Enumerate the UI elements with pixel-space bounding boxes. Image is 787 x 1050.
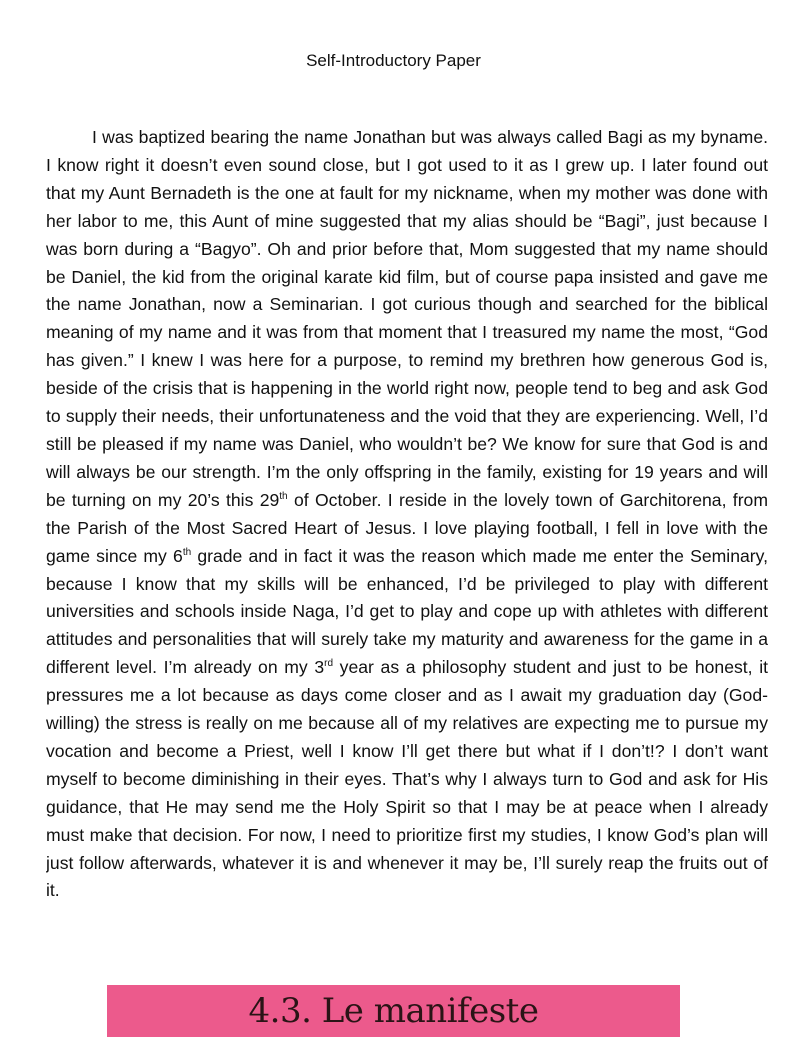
section-banner-label: 4.3. Le manifeste <box>248 991 539 1031</box>
superscript-ordinal-3rd: rd <box>324 658 334 670</box>
document-paragraph <box>46 124 768 986</box>
paragraph-text-part-1: I was baptized bearing the name Jonathan but was always called Bagi as my byname. I know right it doesn’t even sound close, but I got used to it as I grew up. I later found out that my Aunt Bernadeth is the one at fault for my nickname, when my mother was done with her labor to me, this Aunt of mine suggested that my alias should be “Bagi”, just because I was born during a “Bagyo”. Oh and prior before that, Mom suggested that my name should be Daniel, the kid from the original karate kid film, but of course papa insisted and gave me the name Jonathan, now a Seminarian. I got curious though and searched for the biblical meaning of my name and it was from that moment that I treasured my name the most, “God has given.” I knew I was here for a purpose, to remind my brethren how generous God is, beside of the crisis that is happening in the world right now, people tend to beg and ask God to supply their needs, their unfortunateness and the void that they are experiencing. Well, I’d still be pleased if my name was Daniel, who wouldn’t be? We know for sure that God is and will always be our strength. I’m the only offspring in the family, existing for 19 years and will be turning on my 20’s this 29 <box>46 127 768 510</box>
paragraph-text-part-2: of October. I reside in the lovely town of Garchitorena, from the Parish of the Most Sacred Heart of Jesus. I love playing football, I fell in love with the game since my 6 <box>46 489 768 566</box>
superscript-ordinal-6th: th <box>182 546 192 558</box>
document-title: Self-Introductory Paper <box>306 51 481 70</box>
paragraph-text-part-3: grade and in fact it was the reason which made me enter the Seminary, because I know that my skills will be enhanced, I’d be privileged to play with different universities and schools inside Naga, I’d get to play and cope up with athletes with different attitudes and personalities that will surely take my maturity and awareness for the game in a different level. I’m already on my 3 <box>46 545 768 678</box>
section-banner <box>107 985 680 1037</box>
superscript-ordinal-29th: th <box>279 490 288 502</box>
paragraph-text-part-4: year as a philosophy student and just to be honest, it pressures me a lot because as days come closer and as I await my graduation day (God-willing) the stress is really on me because all of my relatives are expecting me to pursue my vocation and become a Priest, well I know I’ll get there but what if I don’t!? I don’t want myself to become diminishing in their eyes. That’s why I always turn to God and ask for His guidance, that He may send me the Holy Spirit so that I may be at peace when I already must make that decision. For now, I need to prioritize first my studies, I know God’s plan will just follow afterwards, whatever it is and whenever it may be, I’ll surely reap the fruits out of it. <box>46 657 768 901</box>
